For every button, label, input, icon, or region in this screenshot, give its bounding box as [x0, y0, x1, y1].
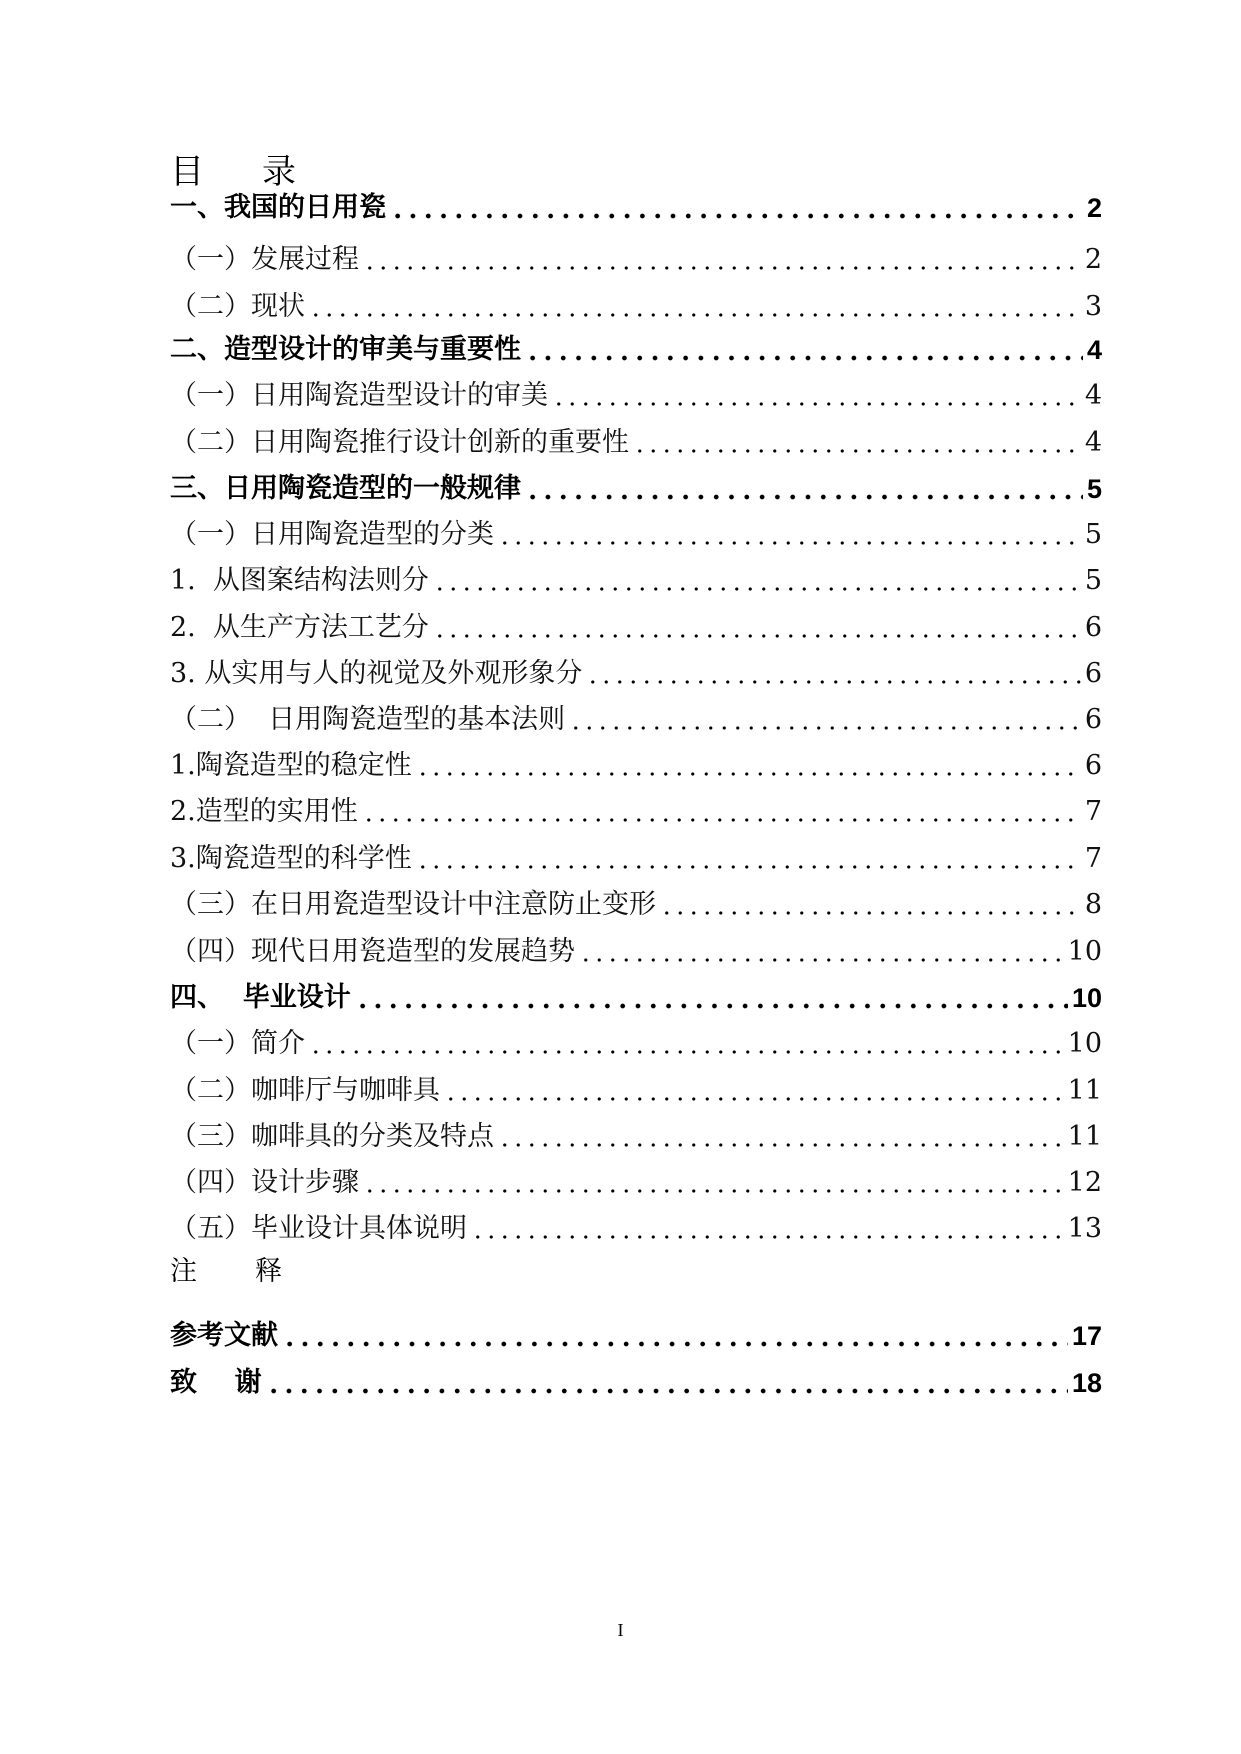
- toc-entry-label: （二）现状: [170, 291, 305, 322]
- toc-entry-label: （一）日用陶瓷造型设计的审美: [170, 380, 548, 411]
- toc-title-right: 录: [262, 152, 296, 192]
- toc-entry[interactable]: [170, 1312, 1102, 1356]
- toc-title-left: 目: [170, 152, 204, 192]
- toc-entry[interactable]: [170, 236, 1102, 280]
- toc-entry[interactable]: [170, 881, 1102, 925]
- toc-dot-leader: [266, 1388, 1068, 1394]
- toc-entry-label: （一）日用陶瓷造型的分类: [170, 519, 494, 550]
- toc-entry-label: 二、造型设计的审美与重要性: [170, 334, 521, 365]
- toc-entry-page-number: 13: [1067, 1213, 1102, 1244]
- toc-entry[interactable]: [170, 1359, 1102, 1403]
- toc-entry-page-number: 12: [1067, 1167, 1102, 1198]
- toc-entry[interactable]: [170, 511, 1102, 555]
- toc-entry-label: （四）设计步骤: [170, 1167, 359, 1198]
- toc-entry-label: （三）咖啡具的分类及特点: [170, 1121, 494, 1152]
- toc-entry-page-number: 10: [1067, 1028, 1102, 1059]
- toc-entry-page-number: 2: [1084, 244, 1102, 275]
- toc-entry-label: （五）毕业设计具体说明: [170, 1213, 467, 1244]
- toc-entry-label: （一）简介: [170, 1028, 305, 1059]
- toc-entry[interactable]: [170, 184, 1102, 228]
- toc-entry[interactable]: [170, 835, 1102, 879]
- toc-entry-page-number: 18: [1071, 1368, 1102, 1398]
- toc-entry-label: 1.陶瓷造型的稳定性: [170, 750, 412, 781]
- toc-entry-label: 参考文献: [170, 1320, 278, 1351]
- toc-entry[interactable]: [170, 742, 1102, 786]
- toc-entry-page-number: 5: [1084, 565, 1102, 596]
- toc-entry-page-number: 7: [1084, 843, 1102, 874]
- toc-notes-right: 释: [255, 1256, 282, 1287]
- toc-entry[interactable]: [170, 1113, 1102, 1157]
- toc-entry[interactable]: [170, 419, 1102, 463]
- toc-entry[interactable]: [170, 283, 1102, 327]
- toc-entry-label: 3.陶瓷造型的科学性: [170, 843, 412, 874]
- toc-entry-label: 四、 毕业设计: [170, 982, 351, 1013]
- toc-entry-page-number: 3: [1084, 291, 1102, 322]
- toc-entry-label: （一）发展过程: [170, 244, 359, 275]
- toc-dot-leader: [498, 1142, 1064, 1148]
- toc-dot-leader: [416, 864, 1081, 870]
- toc-entry-page-number: 6: [1084, 612, 1102, 643]
- toc-entry[interactable]: [170, 696, 1102, 740]
- toc-dot-leader: [355, 1003, 1068, 1009]
- toc-entry-label: 1. 从图案结构法则分: [170, 565, 429, 596]
- toc-entry[interactable]: [170, 604, 1102, 648]
- toc-entry-label: （二）日用陶瓷推行设计创新的重要性: [170, 427, 629, 458]
- toc-dot-leader: [525, 355, 1083, 361]
- toc-entry-page-number: 17: [1071, 1321, 1102, 1351]
- toc-entry[interactable]: [170, 326, 1102, 370]
- toc-dot-leader: [525, 494, 1083, 500]
- toc-entry-page-number: 6: [1084, 704, 1102, 735]
- toc-dot-leader: [569, 725, 1081, 731]
- toc-entry[interactable]: [170, 1067, 1102, 1111]
- toc-entry-label: 3. 从实用与人的视觉及外观形象分: [170, 658, 583, 689]
- footer-page-number: I: [617, 1620, 624, 1640]
- toc-entry[interactable]: [170, 372, 1102, 416]
- toc-entry-page-number: 7: [1084, 796, 1102, 827]
- toc-dot-leader: [363, 265, 1081, 271]
- toc-entry-page-number: 5: [1086, 474, 1102, 504]
- toc-dot-leader: [579, 957, 1064, 963]
- toc-entry-page-number: 4: [1084, 427, 1102, 458]
- toc-dot-leader: [444, 1096, 1064, 1102]
- toc-entry-page-number: 4: [1086, 335, 1102, 365]
- toc-entry[interactable]: [170, 974, 1102, 1018]
- toc-dot-leader: [660, 910, 1081, 916]
- toc-entry[interactable]: [170, 557, 1102, 601]
- toc-dot-leader: [552, 401, 1081, 407]
- toc-dot-leader: [390, 213, 1083, 219]
- toc-entry-page-number: 2: [1086, 193, 1102, 223]
- toc-dot-leader: [498, 540, 1081, 546]
- toc-entry-label: 2.造型的实用性: [170, 796, 358, 827]
- toc-entry[interactable]: [170, 465, 1102, 509]
- toc-dot-leader: [309, 1049, 1064, 1055]
- toc-dot-leader: [433, 633, 1081, 639]
- toc-notes-heading[interactable]: [170, 1252, 282, 1292]
- toc-entry-label: 三、日用陶瓷造型的一般规律: [170, 473, 521, 504]
- toc-entry-label: （四）现代日用瓷造型的发展趋势: [170, 936, 575, 967]
- toc-entry-label: 一、我国的日用瓷: [170, 192, 386, 223]
- toc-entry-page-number: 10: [1067, 936, 1102, 967]
- toc-dot-leader: [282, 1341, 1068, 1347]
- toc-entry-page-number: 4: [1084, 380, 1102, 411]
- toc-entry-page-number: 11: [1067, 1075, 1102, 1106]
- toc-entry[interactable]: [170, 788, 1102, 832]
- toc-entry[interactable]: [170, 1020, 1102, 1064]
- toc-entry-label: （二）咖啡厅与咖啡具: [170, 1075, 440, 1106]
- toc-dot-leader: [362, 817, 1081, 823]
- toc-dot-leader: [416, 771, 1081, 777]
- toc-entry[interactable]: [170, 928, 1102, 972]
- toc-dot-leader: [633, 448, 1081, 454]
- toc-entry-label: （三）在日用瓷造型设计中注意防止变形: [170, 889, 656, 920]
- toc-entry-label: 2. 从生产方法工艺分: [170, 612, 429, 643]
- toc-dot-leader: [471, 1234, 1064, 1240]
- toc-entry-page-number: 11: [1067, 1121, 1102, 1152]
- toc-entry[interactable]: [170, 650, 1102, 694]
- toc-entry-page-number: 6: [1084, 658, 1102, 689]
- toc-notes-left: 注: [170, 1256, 197, 1287]
- toc-dot-leader: [309, 312, 1081, 318]
- toc-dot-leader: [586, 679, 1080, 685]
- toc-entry-page-number: 8: [1084, 889, 1102, 920]
- toc-entry-page-number: 5: [1084, 519, 1102, 550]
- toc-dot-leader: [433, 586, 1081, 592]
- toc-entry[interactable]: [170, 1205, 1102, 1249]
- toc-entry-label: 致 谢: [170, 1367, 262, 1398]
- toc-entry-label: （二） 日用陶瓷造型的基本法则: [170, 704, 566, 735]
- toc-entry-page-number: 6: [1084, 750, 1102, 781]
- toc-entry[interactable]: [170, 1159, 1102, 1203]
- toc-dot-leader: [363, 1188, 1064, 1194]
- toc-entry-page-number: 10: [1071, 983, 1102, 1013]
